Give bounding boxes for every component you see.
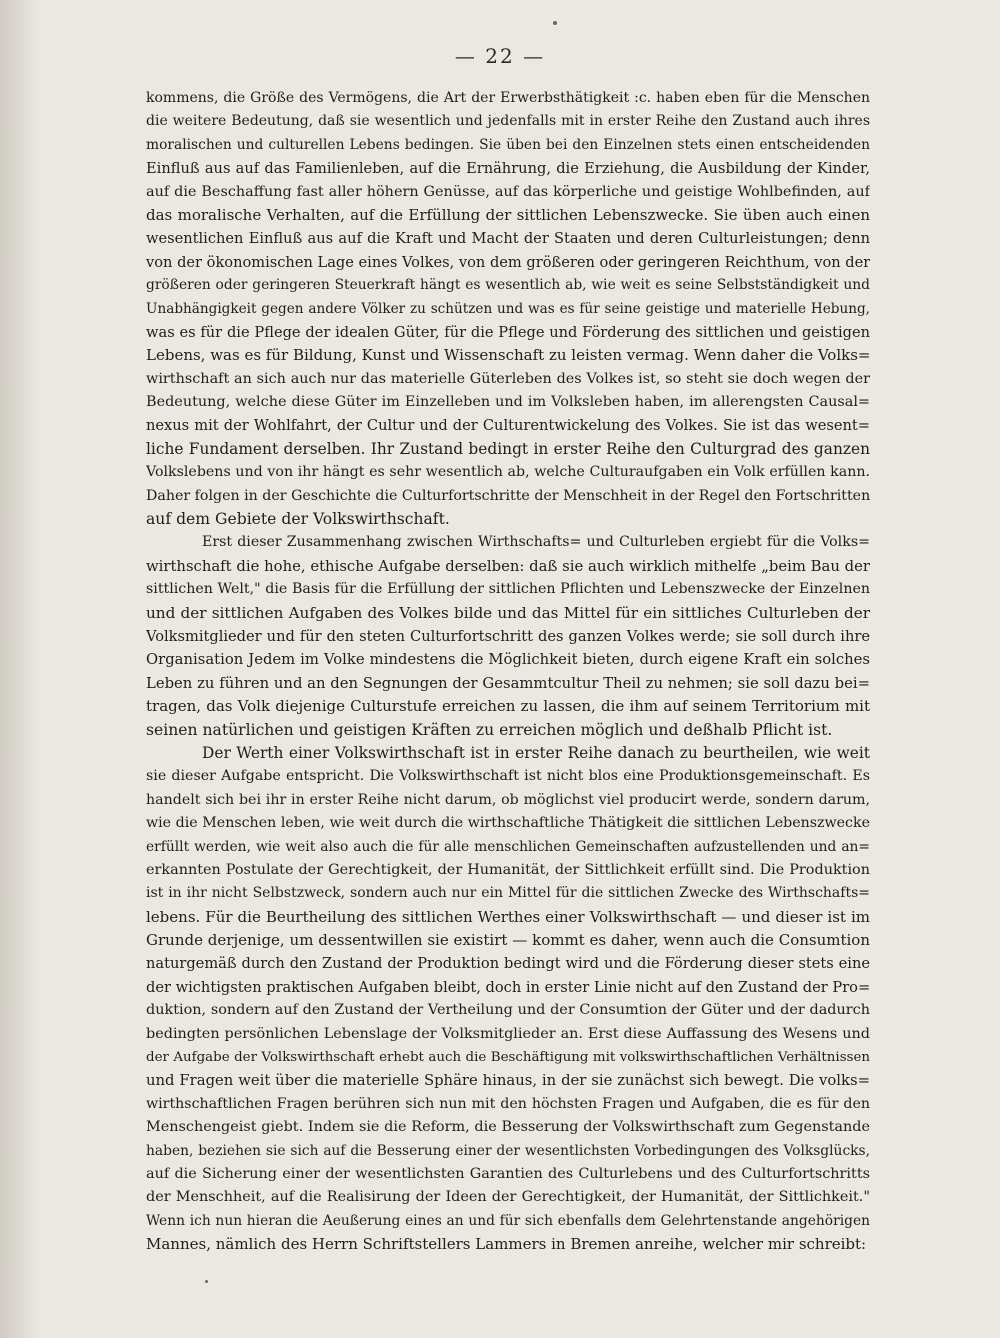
text-line: erfüllt werden, wie weit also auch die für alle menschlichen Gemeinschaften aufzustellenden und an= (146, 838, 870, 855)
text-line: nexus mit der Wohlfahrt, der Cultur und der Culturentwickelung des Volkes. Sie ist das wesent= (146, 417, 870, 435)
text-line: Unabhängigkeit gegen andere Völker zu schützen und was es für seine geistige und materielle Hebung, (146, 300, 870, 317)
text-line: auf die Beschaffung fast aller höhern Genüsse, auf das körperliche und geistige Wohlbefinden, auf (146, 183, 870, 200)
text-line: Bedeutung, welche diese Güter im Einzelleben und im Volksleben haben, im allerengsten Causal= (146, 394, 870, 411)
text-line: Mannes, nämlich des Herrn Schriftstellers Lammers in Bremen anreihe, welcher mir schreibt: (146, 1235, 867, 1254)
text-line: sie dieser Aufgabe entspricht. Die Volkswirthschaft ist nicht blos eine Produktionsgemeinschaft. Es (146, 768, 870, 785)
text-line: ist in ihr nicht Selbstzweck, sondern auch nur ein Mittel für die sittlichen Zwecke des Wirthschafts= (146, 885, 870, 902)
text-line: was es für die Pflege der idealen Güter, für die Pflege und Förderung des sittlichen und geistigen (146, 323, 870, 341)
text-line: bedingten persönlichen Lebenslage der Volksmitglieder an. Erst diese Auffassung des Wesens und (146, 1025, 870, 1042)
text-line: tragen, das Volk diejenige Culturstufe erreichen zu lassen, die ihm auf seinem Territorium mit (146, 697, 870, 716)
text-line: Daher folgen in der Geschichte die Culturfortschritte der Menschheit in der Regel den Fortschritten (146, 487, 870, 504)
text-line: wirthschaft die hohe, ethische Aufgabe derselben: daß sie auch wirklich mithelfe „beim Bau der (146, 557, 870, 575)
text-line: wirthschaftlichen Fragen berühren sich nun mit den höchsten Fragen und Aufgaben, die es für den (146, 1095, 870, 1112)
text-line: Volkslebens und von ihr hängt es sehr wesentlich ab, welche Culturaufgaben ein Volk erfüllen kann. (146, 464, 870, 481)
text-line: Menschengeist giebt. Indem sie die Reform, die Besserung der Volkswirthschaft zum Gegenstande (146, 1119, 870, 1136)
text-line: seinen natürlichen und geistigen Kräften zu erreichen möglich und deßhalb Pflicht ist. (146, 720, 833, 739)
text-line: Leben zu führen und an den Segnungen der Gesammtcultur Theil zu nehmen; sie soll dazu bei= (146, 674, 870, 692)
text-line: der wichtigsten praktischen Aufgaben bleibt, doch in erster Linie nicht auf den Zustand der Pro= (146, 978, 870, 996)
text-line: und Fragen weit über die materielle Sphäre hinaus, in der sie zunächst sich bewegt. Die volks= (146, 1072, 870, 1090)
paper-speck (553, 21, 557, 25)
text-line: moralischen und culturellen Lebens bedingen. Sie üben bei den Einzelnen stets einen entscheidenden (146, 136, 870, 153)
paper-speck (205, 1280, 208, 1283)
text-line: kommens, die Größe des Vermögens, die Art der Erwerbsthätigkeit :c. haben eben für die Menschen (146, 90, 870, 106)
text-line: handelt sich bei ihr in erster Reihe nicht darum, ob möglichst viel producirt werde, sondern darum, (146, 791, 870, 808)
page-number: — 22 — (454, 44, 546, 68)
text-line: liche Fundament derselben. Ihr Zustand bedingt in erster Reihe den Culturgrad des ganzen (146, 439, 870, 458)
text-line: lebens. Für die Beurtheilung des sittlichen Werthes einer Volkswirthschaft — und dieser ist im (146, 907, 870, 926)
page-edge-shadow (0, 0, 40, 1338)
text-line: Erst dieser Zusammenhang zwischen Wirthschafts= und Culturleben ergiebt für die Volks= (202, 534, 870, 551)
text-line: größeren oder geringeren Steuerkraft hängt es wesentlich ab, wie weit es seine Selbstständigkeit und (146, 277, 870, 294)
text-line: Organisation Jedem im Volke mindestens die Möglichkeit bieten, durch eigene Kraft ein solches (146, 651, 870, 669)
text-line: haben, beziehen sie sich auf die Besserung einer der wesentlichsten Vorbedingungen des Volksglücks, (146, 1142, 870, 1159)
text-line: duktion, sondern auf den Zustand der Vertheilung und der Consumtion der Güter und der dadurch (146, 1002, 870, 1019)
text-line: sittlichen Welt," die Basis für die Erfüllung der sittlichen Pflichten und Lebenszwecke der Einzelnen (146, 581, 870, 598)
text-line: auf dem Gebiete der Volkswirthschaft. (146, 510, 450, 529)
text-line: Volksmitglieder und für den steten Culturfortschritt des ganzen Volkes werde; sie soll durch ihre (146, 627, 870, 645)
text-line: das moralische Verhalten, auf die Erfüllung der sittlichen Lebenszwecke. Sie üben auch einen (146, 205, 870, 224)
text-line: Wenn ich nun hieran die Aeußerung eines an und für sich ebenfalls dem Gelehrtenstande angehörigen (146, 1212, 870, 1229)
text-line: Grunde derjenige, um dessentwillen sie existirt — kommt es daher, wenn auch die Consumtion (146, 931, 870, 950)
text-line: wirthschaft an sich auch nur das materielle Güterleben des Volkes ist, so steht sie doch wegen der (146, 370, 870, 387)
text-line: auf die Sicherung einer der wesentlichsten Garantien des Culturlebens und des Culturfortschritts (146, 1165, 870, 1182)
text-line: Lebens, was es für Bildung, Kunst und Wissenschaft zu leisten vermag. Wenn daher die Volks= (146, 346, 870, 365)
text-line: Der Werth einer Volkswirthschaft ist in erster Reihe danach zu beurtheilen, wie weit (202, 743, 870, 762)
text-line: und der sittlichen Aufgaben des Volkes bilde und das Mittel für ein sittliches Culturleben der (146, 603, 870, 622)
text-line: erkannten Postulate der Gerechtigkeit, der Humanität, der Sittlichkeit erfüllt sind. Die Produktion (146, 861, 870, 878)
text-line: die weitere Bedeutung, daß sie wesentlich und jedenfalls mit in erster Reihe den Zustand auch ihres (146, 113, 870, 130)
text-line: wesentlichen Einfluß aus auf die Kraft und Macht der Staaten und deren Culturleistungen; denn (146, 230, 870, 248)
text-line: wie die Menschen leben, wie weit durch die wirthschaftliche Thätigkeit die sittlichen Lebenszwecke (146, 815, 870, 832)
body-text (146, 87, 870, 1257)
text-line: naturgemäß durch den Zustand der Produktion bedingt wird und die Förderung dieser stets eine (146, 955, 870, 973)
text-line: der Aufgabe der Volkswirthschaft erhebt auch die Beschäftigung mit volkswirthschaftlichen Verhältnissen (146, 1050, 870, 1066)
text-line: der Menschheit, auf die Realisirung der Ideen der Gerechtigkeit, der Humanität, der Sittlichkeit." (146, 1189, 870, 1206)
text-line: Einfluß aus auf das Familienleben, auf die Ernährung, die Erziehung, die Ausbildung der Kinder, (146, 160, 870, 178)
text-line: von der ökonomischen Lage eines Volkes, von dem größeren oder geringeren Reichthum, von der (146, 253, 870, 271)
